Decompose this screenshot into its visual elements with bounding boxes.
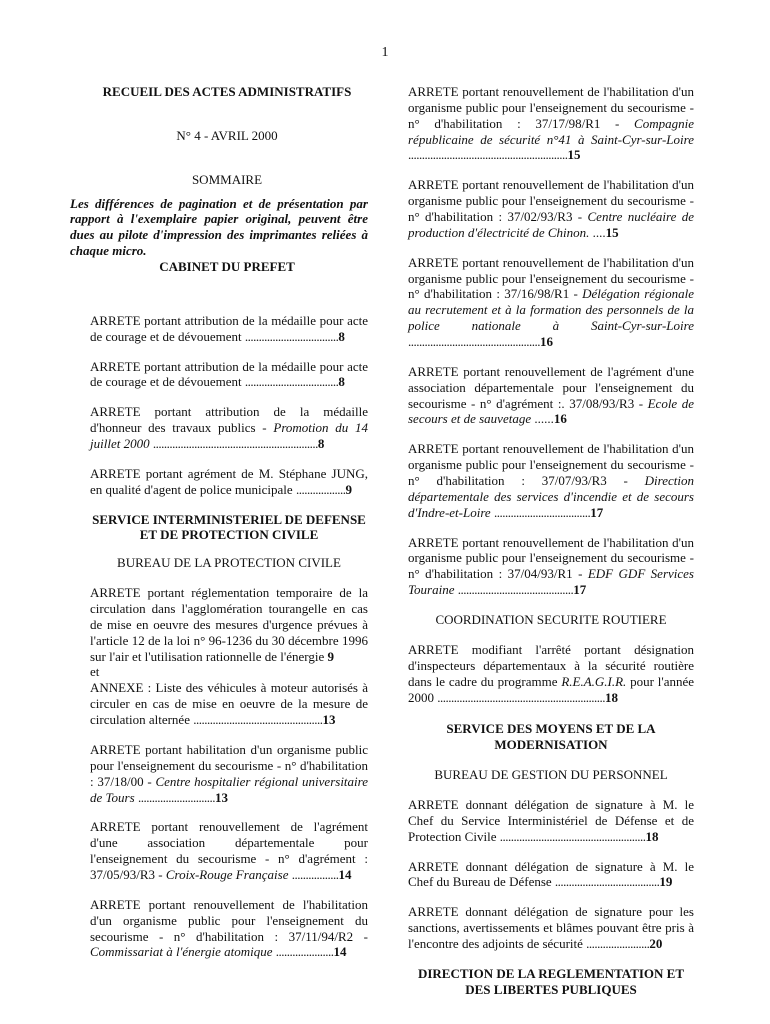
toc-entry[interactable]: ARRETE donnant délégation de signature à M. le Chef du Service Interministériel de Défense et de Protection Civile .....................................................18 [408,796,694,844]
entry-page: 9 [345,481,352,497]
toc-entry[interactable]: ARRETE portant renouvellement de l'agrément d'une association départementale pour l'enseignement du secourisme - n° d'agrément : 37/05/93/R3 - Croix-Rouge Française .................14 [90,819,368,882]
toc-entry[interactable]: ARRETE donnant délégation de signature à M. le Chef du Bureau de Défense ......................................19 [408,858,694,890]
service-defense-heading: SERVICE INTERMINISTERIEL DE DEFENSE ET DE PROTECTION CIVILE [92,511,366,543]
toc-entry[interactable]: ARRETE portant renouvellement de l'agrément d'une association départementale pour l'enseignement du secourisme - n° d'agrément :. 37/08/93/R3 - Ecole de secours et de sauvetage ......16 [408,363,694,427]
entry-subject: EDF GDF Services Touraine [408,566,694,598]
entry-text: ARRETE portant renouvellement de l'habilitation d'un organisme public pour l'enseignement du secourisme - n° d'habilitation : 37/17/98/R1 - [408,84,694,131]
coordination-heading: COORDINATION SECURITE ROUTIERE [435,612,667,628]
entry-text: ARRETE portant renouvellement de l'agrément d'une association départementale pour l'enseignement du secourisme - n° d'agrément :. 37/08/93/R3 - [408,363,694,411]
entry-text: ARRETE portant renouvellement de l'habilitation d'un organisme public pour l'enseignement du secourisme - n° d'habilitation : 37/04/93/R1 - [408,534,694,582]
entry-page: 17 [573,582,587,598]
entry-page: 15 [567,147,581,163]
entry-text-suffix: pour l'année 2000 [408,673,695,705]
toc-entry[interactable]: ARRETE portant renouvellement de l'habilitation d'un organisme public pour l'enseignement du secourisme - n° d'habilitation : 37/02/93/R3 - Centre nucléaire de production d'électricité de Chinon. ....15 [408,177,694,240]
page-number: 1 [381,45,389,60]
entry-page: 15 [605,224,619,240]
entry-page: 9 [327,648,334,664]
toc-entry[interactable]: ARRETE portant renouvellement de l'habilitation d'un organisme public pour l'enseignement du secourisme - n° d'habilitation : 37/16/98/R1 - Délégation régionale au recrutement et à la formation des personnels de la police nationale à Saint-Cyr-sur-Loire ................................................16 [408,254,695,350]
toc-entry[interactable]: ARRETE modifiant l'arrêté portant désignation d'inspecteurs départementaux à la sécurité routière dans le cadre du programme R.E.A.G.I.R. pour l'année 2000 .............................................................18 [408,641,695,705]
toc-entry[interactable]: ARRETE portant renouvellement de l'habilitation d'un organisme public pour l'enseignement du secourisme - n° d'habilitation : 37/17/98/R1 - Compagnie républicaine de sécurité n°41 à Saint-Cyr-sur-Loire ..........................................................15 [408,84,694,163]
toc-entry[interactable]: ARRETE portant attribution de la médaille pour acte de courage et de dévouement ..................................8 [90,312,368,344]
issue-number: N° 4 - AVRIL 2000 [176,127,278,143]
entry-text: ARRETE donnant délégation de signature à M. le Chef du Bureau de Défense [408,858,694,890]
entry-text: ARRETE portant réglementation temporaire de la circulation dans l'agglomération tourangelle en cas de mise en oeuvre des mesures d'urgence prévues à l'article 12 de la loi n° 96-1236 du 30 décembre 1996 sur l'air et l'utilisation rationnelle de l'énergie [90,585,368,664]
entry-page: 16 [540,334,553,350]
entry-text: ARRETE portant renouvellement de l'habilitation d'un organisme public pour l'enseignement du secourisme - n° d'habilitation : 37/07/93/R3 - [408,441,694,489]
entry-subject: Centre nucléaire de production d'électricité de Chinon. [408,209,694,240]
toc-entry[interactable]: ARRETE portant attribution de la médaille pour acte de courage et de dévouement ..................................8 [90,358,368,390]
toc-entry[interactable]: ARRETE portant renouvellement de l'habilitation d'un organisme public pour l'enseignement du secourisme - n° d'habilitation : 37/11/94/R2 - Commissariat à l'énergie atomique .....................14 [90,896,368,960]
entry-text: ARRETE modifiant l'arrêté portant désignation d'inspecteurs départementaux à la sécurité routière dans le cadre du programme [408,641,694,689]
entry-subject: Centre hospitalier régional universitaire de Tours [90,773,368,805]
toc-entry[interactable]: ANNEXE : Liste des véhicules à moteur autorisés à circuler en cas de mise en oeuvre de la mesure de circulation alternée ...............................................13 [90,680,368,728]
toc-entry[interactable]: ARRETE portant habilitation d'un organisme public pour l'enseignement du secourisme - n° d'habilitation : 37/18/00 - Centre hospitalier régional universitaire de Tours ............................13 [90,741,368,805]
entry-subject: Commissariat à l'énergie atomique [90,944,273,960]
entry-page: 8 [338,374,345,390]
entry-text: ARRETE portant agrément de M. Stéphane JUNG, en qualité d'agent de police municipale [90,465,368,497]
entry-subject: Délégation régionale au recrutement et à la formation des personnels de la police nationale à Saint-Cyr-sur-Loire [408,286,695,334]
entry-text: ARRETE portant renouvellement de l'habilitation d'un organisme public pour l'enseignement du secourisme - n° d'habilitation : 37/11/94/R2 - [90,896,368,944]
entry-subject: Croix-Rouge Française [165,866,289,882]
entry-subject: Direction départementale des services d'incendie et de secours d'Indre-et-Loire [408,473,695,520]
entry-page: 17 [590,504,604,520]
entry-subject: Promotion du 14 juillet 2000 [90,420,368,452]
toc-entry[interactable]: ARRETE portant agrément de M. Stéphane JUNG, en qualité d'agent de police municipale ..................9 [90,465,368,497]
entry-page: 18 [605,689,618,705]
entry-page: 14 [333,944,347,960]
entry-text: ARRETE portant habilitation d'un organisme public pour l'enseignement du secourisme - n° d'habilitation : 37/18/00 - [90,741,368,789]
right-column [408,84,694,998]
entry-page: 13 [322,712,336,728]
entry-text: ARRETE portant attribution de la médaille pour acte de courage et de dévouement [90,358,368,390]
entry-conjunction: et [90,664,100,680]
entry-page: 14 [338,866,352,882]
entry-text: ANNEXE : Liste des véhicules à moteur autorisés à circuler en cas de mise en oeuvre de la mesure de circulation alternée [90,680,368,728]
entry-page: 8 [338,328,345,344]
pagination-notice: Les différences de pagination et de présentation par rapport à l'exemplaire papier original, peuvent être dues au pilote d'impression des imprimantes reliées à chaque micro. [70,195,368,259]
entry-page: 16 [553,411,567,427]
direction-heading: DIRECTION DE LA REGLEMENTATION ET DES LIBERTES PUBLIQUES [417,965,685,997]
toc-entry[interactable]: ARRETE portant attribution de la médaille d'honneur des travaux publics - Promotion du 14 juillet 2000 ............................................................8 [90,404,368,452]
cabinet-heading: CABINET DU PREFET [159,259,295,275]
entry-text: ARRETE portant attribution de la médaille pour acte de courage et de dévouement [90,312,368,344]
entry-text: ARRETE portant renouvellement de l'habilitation d'un organisme public pour l'enseignement du secourisme - n° d'habilitation : 37/02/93/R3 - [408,177,694,225]
toc-entry[interactable] [90,585,368,664]
entry-text: ARRETE portant attribution de la médaille d'honneur des travaux publics - [90,404,368,436]
document-title: RECUEIL DES ACTES ADMINISTRATIFS [102,84,352,99]
entry-page: 13 [214,789,228,805]
bureau-protection-heading: BUREAU DE LA PROTECTION CIVILE [117,555,341,571]
toc-entry[interactable]: ARRETE portant renouvellement de l'habilitation d'un organisme public pour l'enseignement du secourisme - n° d'habilitation : 37/04/93/R1 - EDF GDF Services Touraine ..........................................17 [408,534,694,598]
entry-text: ARRETE donnant délégation de signature à M. le Chef du Service Interministériel de Défense et de Protection Civile [408,796,694,844]
entry-subject: Ecole de secours et de sauvetage [408,395,694,427]
entry-page: 8 [317,436,325,452]
entry-subject: Compagnie républicaine de sécurité n°41 à Saint-Cyr-sur-Loire [408,115,694,147]
entry-text: ARRETE portant renouvellement de l'habilitation d'un organisme public pour l'enseignement du secourisme - n° d'habilitation : 37/16/98/R1 - [408,254,694,302]
service-moyens-heading: SERVICE DES MOYENS ET DE LA MODERNISATION [446,721,656,753]
bureau-personnel-heading: BUREAU DE GESTION DU PERSONNEL [434,767,668,783]
entry-text: ARRETE portant renouvellement de l'agrément d'une association départementale pour l'enseignement du secourisme - n° d'agrément : 37/05/93/R3 - [90,819,368,882]
entry-page: 18 [645,828,659,844]
sommaire-heading: SOMMAIRE [191,171,263,187]
entry-text: ARRETE donnant délégation de signature pour les sanctions, avertissements et blâmes pouvant être pris à l'encontre des adjoints de sécurité [408,904,694,951]
entry-subject: R.E.A.G.I.R. [561,673,627,689]
entry-page: 19 [659,874,673,890]
left-column [72,84,368,960]
entry-page: 20 [649,935,663,951]
toc-entry[interactable]: ARRETE donnant délégation de signature pour les sanctions, avertissements et blâmes pouvant être pris à l'encontre des adjoints de sécurité .......................20 [408,904,694,951]
toc-entry[interactable]: ARRETE portant renouvellement de l'habilitation d'un organisme public pour l'enseignement du secourisme - n° d'habilitation : 37/07/93/R3 - Direction départementale des services d'incendie et de secours d'Indre-et-Loire ...................................17 [408,441,695,520]
